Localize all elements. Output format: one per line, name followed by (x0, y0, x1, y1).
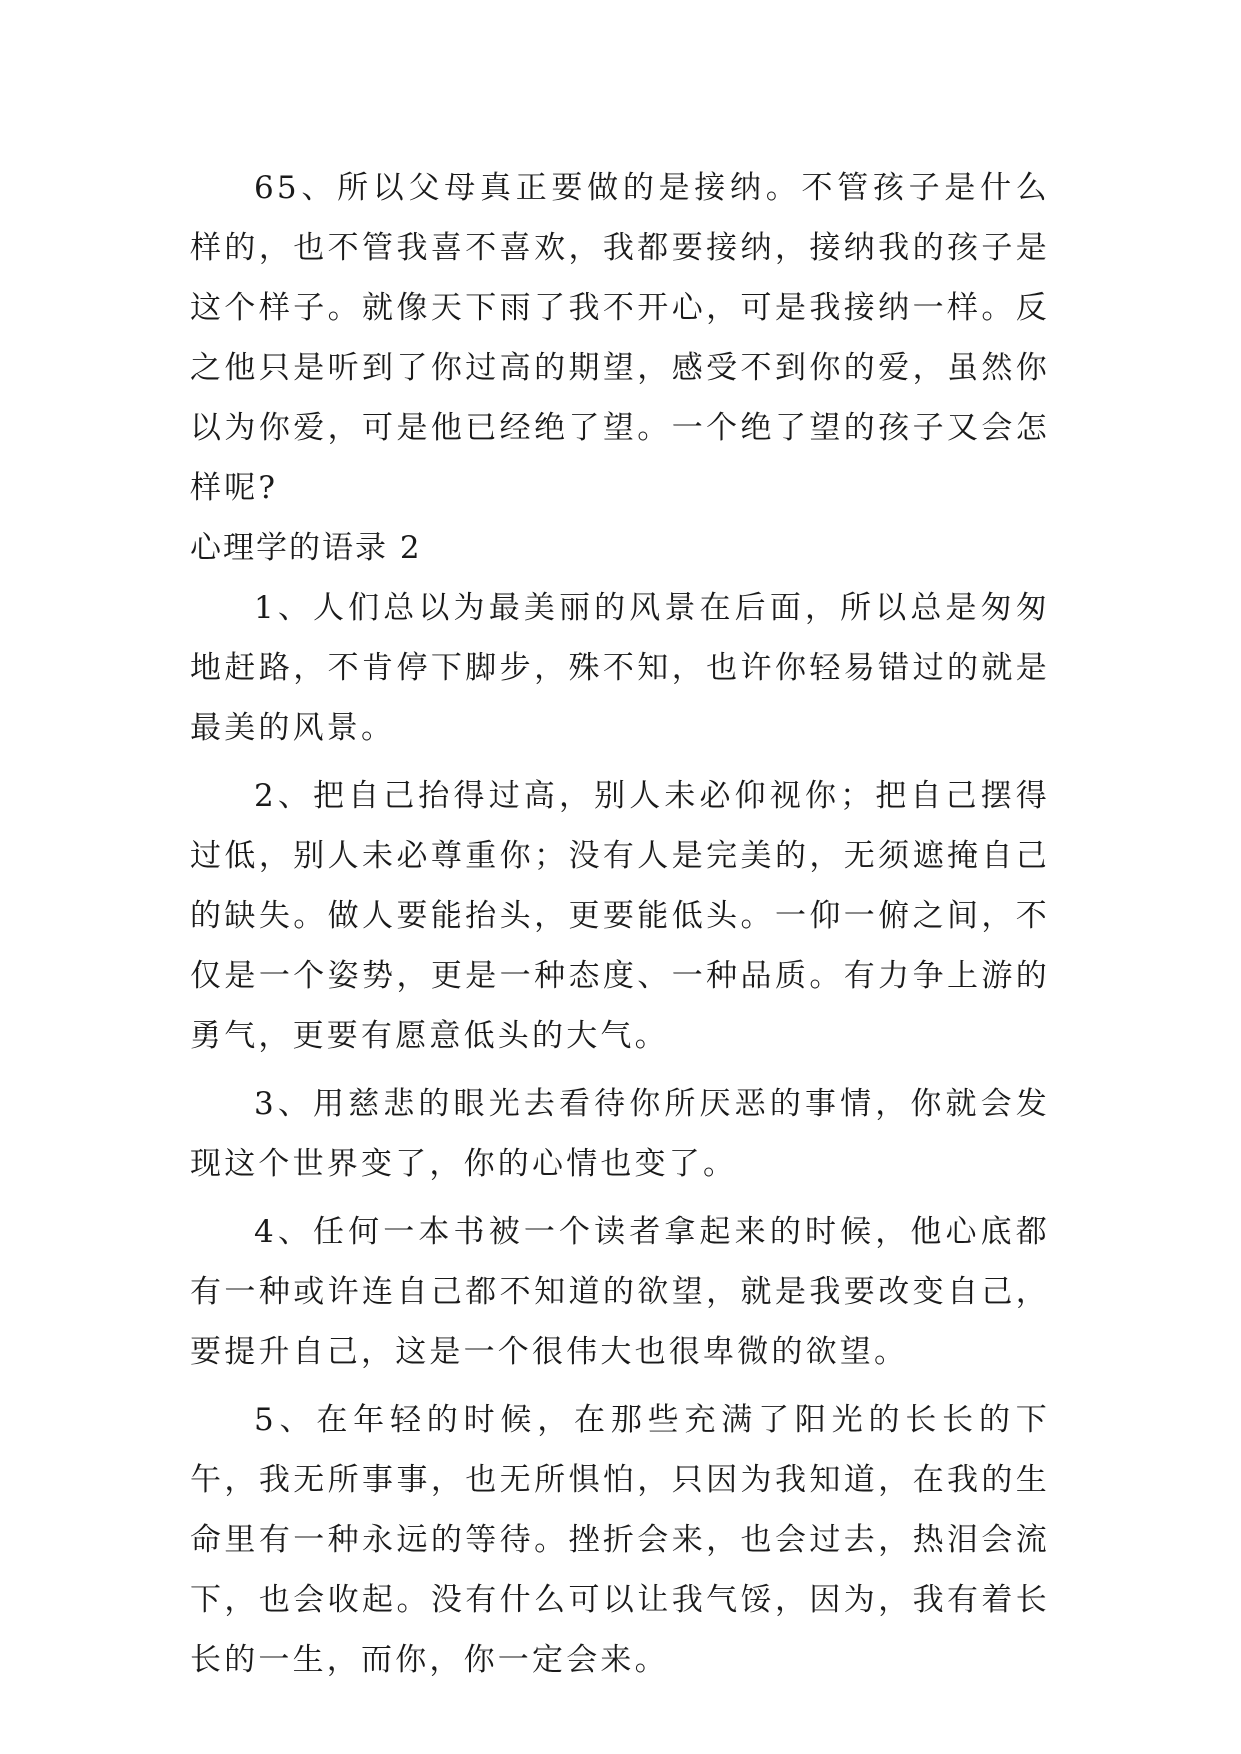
paragraph-2: 2、把自己抬得过高，别人未必仰视你；把自己摆得过低，别人未必尊重你；没有人是完美的，无须遮掩自己的缺失。做人要能抬头，更要能低头。一仰一俯之间，不仅是一个姿势，更是一种态度、一种品质。有力争上游的勇气，更要有愿意低头的大气。 (190, 778, 1050, 1054)
section-heading: 心理学的语录 2 (190, 530, 422, 566)
paragraph-65: 65、所以父母真正要做的是接纳。不管孩子是什么样的，也不管我喜不喜欢，我都要接纳，接纳我的孩子是这个样子。就像天下雨了我不开心，可是我接纳一样。反之他只是听到了你过高的期望，感受不到你的爱，虽然你以为你爱，可是他已经绝了望。一个绝了望的孩子又会怎样呢? (190, 170, 1050, 506)
paragraph-3: 3、用慈悲的眼光去看待你所厌恶的事情，你就会发现这个世界变了，你的心情也变了。 (190, 1086, 1050, 1182)
paragraph-1: 1、人们总以为最美丽的风景在后面，所以总是匆匆地赶路，不肯停下脚步，殊不知，也许你轻易错过的就是最美的风景。 (190, 590, 1050, 746)
document-body (190, 158, 1050, 1690)
paragraph-5: 5、在年轻的时候，在那些充满了阳光的长长的下午，我无所事事，也无所惧怕，只因为我知道，在我的生命里有一种永远的等待。挫折会来，也会过去，热泪会流下，也会收起。没有什么可以让我气馁，因为，我有着长长的一生，而你，你一定会来。 (190, 1402, 1050, 1678)
paragraph-4: 4、任何一本书被一个读者拿起来的时候，他心底都有一种或许连自己都不知道的欲望，就是我要改变自己，要提升自己，这是一个很伟大也很卑微的欲望。 (190, 1214, 1050, 1370)
